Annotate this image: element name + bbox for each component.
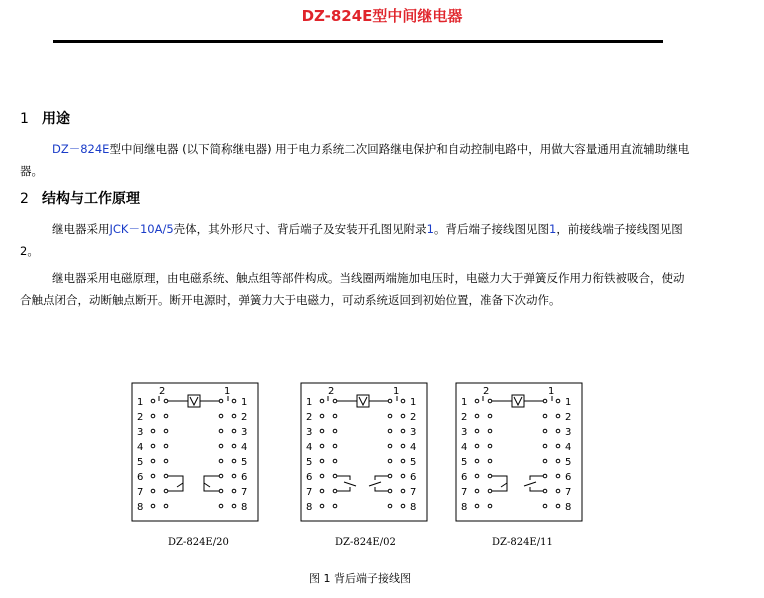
wiring-diagram-20 <box>131 382 259 522</box>
svg-text:1: 1 <box>306 397 313 408</box>
svg-text:7: 7 <box>137 487 144 498</box>
diagram-label-02: DZ-824E/02 <box>335 537 396 548</box>
svg-text:7: 7 <box>410 487 417 498</box>
svg-text:7: 7 <box>241 487 248 498</box>
svg-text:3: 3 <box>137 427 144 438</box>
svg-text:8: 8 <box>410 502 417 513</box>
svg-text:3: 3 <box>306 427 313 438</box>
diagram-svg <box>300 382 428 522</box>
section-2-paragraph-2 <box>20 267 695 311</box>
section-1-number: 1 <box>20 111 29 127</box>
svg-text:1: 1 <box>461 397 468 408</box>
svg-text:6: 6 <box>306 472 313 483</box>
svg-text:3: 3 <box>461 427 468 438</box>
page-title: DZ-824E型中间继电器 <box>301 7 463 25</box>
group-1-label: 1 <box>548 386 555 397</box>
svg-text:6: 6 <box>137 472 144 483</box>
group-1-label: 1 <box>224 386 231 397</box>
para1-text-g: ，前接线端子接线图见图2。 <box>20 222 683 258</box>
housing-code: JCK－10A/5 <box>109 222 174 236</box>
diagram-label-20: DZ-824E/20 <box>168 537 229 548</box>
svg-text:5: 5 <box>306 457 313 468</box>
svg-text:2: 2 <box>461 412 468 423</box>
section-2-paragraph-1 <box>20 218 695 262</box>
svg-text:5: 5 <box>241 457 248 468</box>
svg-text:4: 4 <box>565 442 572 453</box>
para2-text: 继电器采用电磁原理，由电磁系统、触点组等部件构成。当线圈两端施加电压时，电磁力大于弹簧反作用力衔铁被吸合，使动合触点闭合，动断触点断开。断开电源时，弹簧力大于电磁力，可动系统返回到初始位置，准备下次动作。 <box>20 271 685 307</box>
svg-text:5: 5 <box>137 457 144 468</box>
svg-text:2: 2 <box>410 412 417 423</box>
section-2-heading <box>20 188 140 208</box>
figure-ref: 1 <box>548 222 557 236</box>
svg-text:8: 8 <box>306 502 313 513</box>
svg-text:1: 1 <box>137 397 144 408</box>
para1-text-c: 壳体，其外形尺寸、背后端子及安装开孔图见附录 <box>173 222 427 236</box>
appendix-ref: 1 <box>426 222 434 236</box>
section-1-heading <box>20 108 70 128</box>
diagram-svg <box>455 382 583 522</box>
svg-text:6: 6 <box>241 472 248 483</box>
svg-text:5: 5 <box>461 457 468 468</box>
svg-text:4: 4 <box>306 442 313 453</box>
wiring-diagram-02 <box>300 382 428 522</box>
svg-text:7: 7 <box>565 487 572 498</box>
svg-text:1: 1 <box>410 397 417 408</box>
svg-text:2: 2 <box>137 412 144 423</box>
wiring-diagram-11 <box>455 382 583 522</box>
svg-text:4: 4 <box>461 442 468 453</box>
section-1-paragraph <box>20 138 695 182</box>
svg-text:6: 6 <box>410 472 417 483</box>
svg-text:8: 8 <box>137 502 144 513</box>
svg-text:7: 7 <box>461 487 468 498</box>
svg-text:2: 2 <box>565 412 572 423</box>
svg-text:4: 4 <box>410 442 417 453</box>
group-2-label: 2 <box>483 386 490 397</box>
svg-text:6: 6 <box>461 472 468 483</box>
svg-text:6: 6 <box>565 472 572 483</box>
svg-text:4: 4 <box>241 442 248 453</box>
model-code: DZ－824E <box>52 142 110 156</box>
section-2-number: 2 <box>20 191 29 207</box>
svg-text:3: 3 <box>410 427 417 438</box>
group-1-label: 1 <box>393 386 400 397</box>
title-rule <box>53 40 663 43</box>
svg-text:7: 7 <box>306 487 313 498</box>
svg-text:8: 8 <box>461 502 468 513</box>
svg-text:3: 3 <box>241 427 248 438</box>
svg-text:3: 3 <box>565 427 572 438</box>
group-2-label: 2 <box>159 386 166 397</box>
svg-text:1: 1 <box>241 397 248 408</box>
section-1-text: 型中间继电器 (以下简称继电器) 用于电力系统二次回路继电保护和自动控制电路中，用做大容量通用直流辅助继电器。 <box>20 142 690 178</box>
diagram-label-11: DZ-824E/11 <box>492 537 553 548</box>
para1-text-a: 继电器采用 <box>52 222 110 236</box>
section-2-title: 结构与工作原理 <box>42 191 140 207</box>
group-2-label: 2 <box>328 386 335 397</box>
svg-text:8: 8 <box>565 502 572 513</box>
svg-text:2: 2 <box>241 412 248 423</box>
svg-text:4: 4 <box>137 442 144 453</box>
section-1-title: 用途 <box>42 111 70 127</box>
svg-text:5: 5 <box>410 457 417 468</box>
svg-text:5: 5 <box>565 457 572 468</box>
svg-text:8: 8 <box>241 502 248 513</box>
svg-text:1: 1 <box>565 397 572 408</box>
figure-caption: 图 1 背后端子接线图 <box>309 572 411 585</box>
para1-text-e: 。背后端子接线图见图 <box>433 222 549 236</box>
svg-text:2: 2 <box>306 412 313 423</box>
diagram-svg <box>131 382 259 522</box>
